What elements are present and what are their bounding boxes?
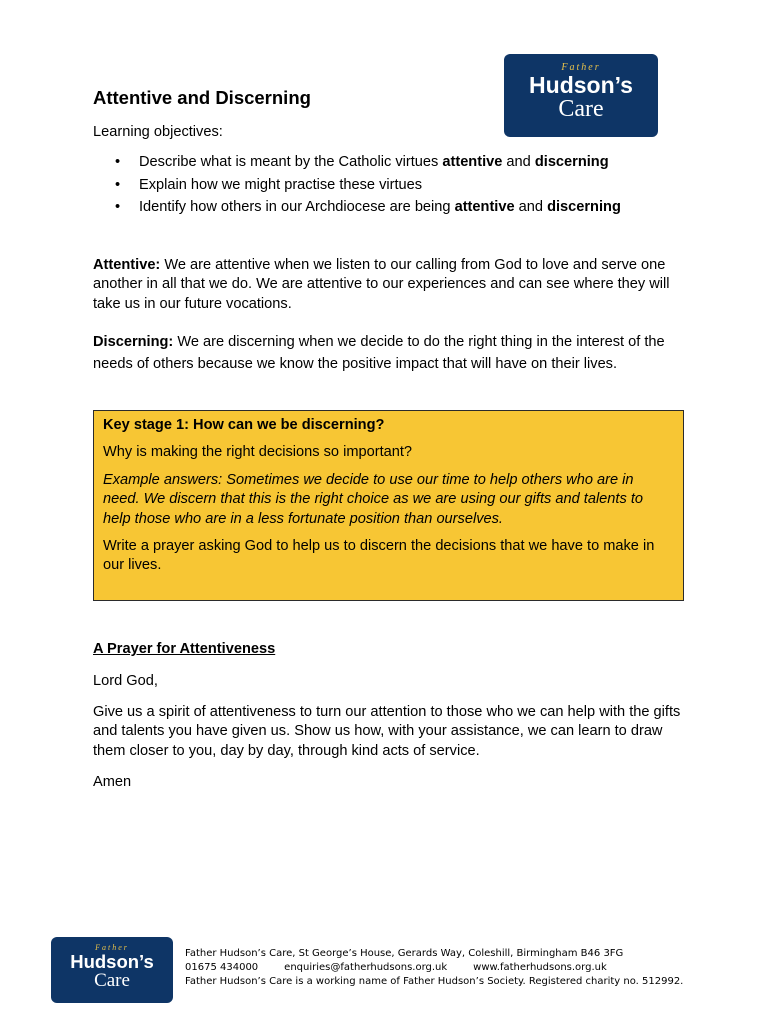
- attentive-label: Attentive:: [93, 257, 161, 273]
- footer-website[interactable]: www.fatherhudsons.org.uk: [473, 962, 607, 973]
- logo-father-text: Father: [95, 943, 129, 952]
- learning-objectives-heading: Learning objectives:: [93, 124, 223, 140]
- logo-name-text: Hudson’s: [529, 72, 633, 98]
- key-stage-task: Write a prayer asking God to help us to discern the decisions that we have to make in our lives.: [103, 538, 655, 574]
- footer-charity: Father Hudson’s Care is a working name of Father Hudson’s Society. Registered charity no. 512992.: [185, 976, 684, 987]
- discerning-definition: Discerning: We are discerning when we decide to do the right thing in the interest of the needs of others because we know the positive impact that will have on their lives.: [93, 334, 665, 372]
- discerning-label: Discerning:: [93, 334, 174, 350]
- list-item: • Describe what is meant by the Catholic virtues attentive and discerning: [93, 153, 621, 176]
- logo-care-text: Care: [558, 96, 604, 122]
- logo-name-text: Hudson’s: [70, 951, 154, 972]
- footer-logo: [51, 937, 173, 1003]
- key-stage-title: Key stage 1: How can we be discerning?: [103, 417, 385, 433]
- footer-email[interactable]: enquiries@fatherhudsons.org.uk: [284, 962, 448, 973]
- list-item: • Identify how others in our Archdiocese are being attentive and discerning: [93, 198, 621, 221]
- prayer-salutation: Lord God,: [93, 673, 158, 689]
- page-title: Attentive and Discerning: [93, 87, 311, 108]
- prayer-closing: Amen: [93, 774, 132, 790]
- fathers-hudsons-care-logo: [504, 54, 658, 137]
- key-stage-box: [93, 410, 684, 601]
- logo-father-text: Father: [561, 62, 601, 73]
- footer-contact-line: [185, 961, 683, 975]
- logo-care-text: Care: [94, 970, 130, 991]
- footer-address: Father Hudson’s Care, St George’s House, Gerards Way, Coleshill, Birmingham B46 3FG: [185, 948, 624, 959]
- key-stage-example: Example answers: Sometimes we decide to use our time to help others who are in need. We discern that this is the right choice as we are using our gifts and talents to help those who are in a less fortunate position than ourselves.: [103, 471, 643, 527]
- footer-phone: 01675 434000: [185, 962, 259, 973]
- key-stage-question: Why is making the right decisions so important?: [103, 444, 413, 461]
- prayer-title: A Prayer for Attentiveness: [93, 641, 276, 657]
- learning-objectives-list: [93, 153, 621, 221]
- attentive-definition: Attentive: We are attentive when we listen to our calling from God to love and serve one another in all that we do. We are attentive to our experiences and can see where they will take us in our future vocations.: [93, 257, 670, 312]
- footer-contact: [185, 947, 683, 989]
- prayer-body: Give us a spirit of attentiveness to turn our attention to those who we can help with the gifts and talents you have given us. Show us how, with your assistance, we can learn to draw them closer to you, day by day, through kind acts of service.: [93, 704, 681, 759]
- list-item: • Explain how we might practise these virtues: [93, 176, 621, 199]
